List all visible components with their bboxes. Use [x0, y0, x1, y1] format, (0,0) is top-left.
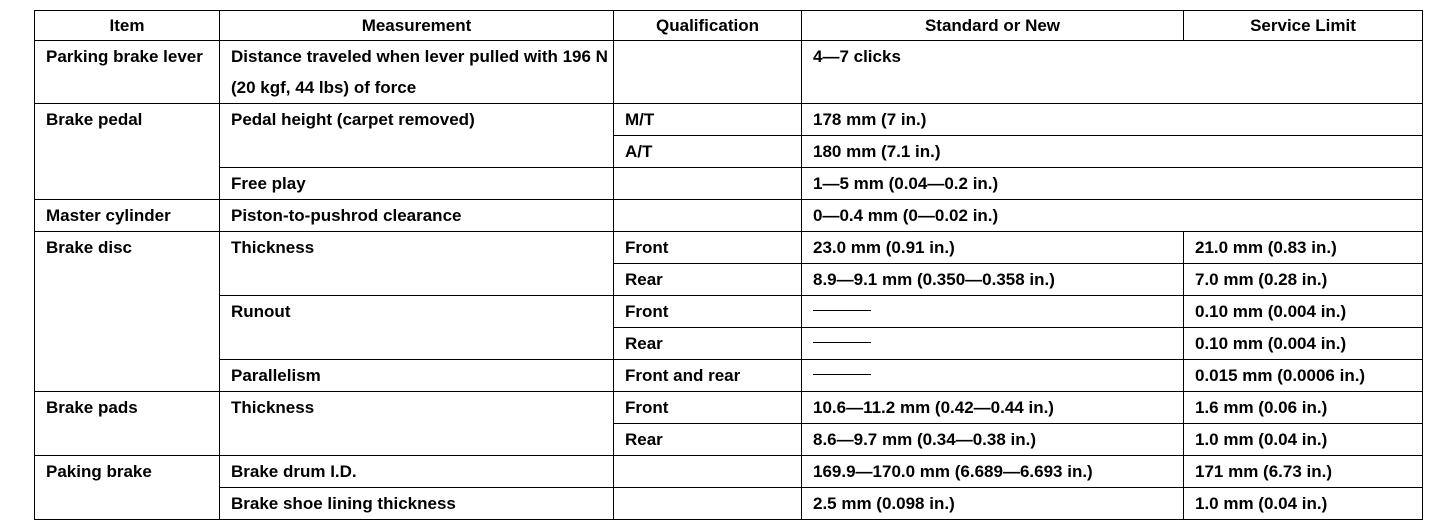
standard-cell [802, 360, 1184, 392]
not-applicable-dash [813, 342, 871, 343]
qualification-cell: Front [614, 296, 802, 328]
header-item: Item [35, 11, 220, 41]
header-service-limit: Service Limit [1184, 11, 1423, 41]
service-limit-cell: 171 mm (6.73 in.) [1184, 456, 1423, 488]
table-row [35, 168, 1423, 200]
table-row [35, 296, 1423, 328]
measurement-cell: Distance traveled when lever pulled with 196 N (20 kgf, 44 lbs) of force [220, 41, 614, 104]
item-cell: Brake pads [35, 392, 220, 456]
header-qualification: Qualification [614, 11, 802, 41]
service-limit-cell: 1.0 mm (0.04 in.) [1184, 424, 1423, 456]
table-row [35, 360, 1423, 392]
qualification-cell [614, 488, 802, 520]
service-limit-cell: 1.6 mm (0.06 in.) [1184, 392, 1423, 424]
header-measurement: Measurement [220, 11, 614, 41]
table-row [35, 392, 1423, 424]
item-cell: Parking brake lever [35, 41, 220, 104]
standard-cell: 2.5 mm (0.098 in.) [802, 488, 1184, 520]
measurement-cell: Brake drum I.D. [220, 456, 614, 488]
qualification-cell: Front and rear [614, 360, 802, 392]
standard-cell: 1—5 mm (0.04—0.2 in.) [802, 168, 1423, 200]
header-standard-or-new: Standard or New [802, 11, 1184, 41]
qualification-cell [614, 200, 802, 232]
standard-cell: 180 mm (7.1 in.) [802, 136, 1423, 168]
qualification-cell: Front [614, 232, 802, 264]
table-row [35, 41, 1423, 104]
qualification-cell [614, 168, 802, 200]
not-applicable-dash [813, 310, 871, 311]
qualification-cell: Front [614, 392, 802, 424]
not-applicable-dash [813, 374, 871, 375]
measurement-cell: Brake shoe lining thickness [220, 488, 614, 520]
standard-cell: 178 mm (7 in.) [802, 104, 1423, 136]
standard-cell: 8.6—9.7 mm (0.34—0.38 in.) [802, 424, 1184, 456]
qualification-cell: Rear [614, 328, 802, 360]
standard-cell: 0—0.4 mm (0—0.02 in.) [802, 200, 1423, 232]
item-cell: Paking brake [35, 456, 220, 520]
header-row [35, 11, 1423, 41]
qualification-cell: A/T [614, 136, 802, 168]
brake-specifications-table [34, 10, 1423, 520]
qualification-cell [614, 41, 802, 104]
standard-cell: 23.0 mm (0.91 in.) [802, 232, 1184, 264]
table-row [35, 488, 1423, 520]
measurement-cell: Thickness [220, 392, 614, 456]
standard-cell: 169.9—170.0 mm (6.689—6.693 in.) [802, 456, 1184, 488]
measurement-cell: Runout [220, 296, 614, 360]
item-cell: Brake disc [35, 232, 220, 392]
item-cell: Brake pedal [35, 104, 220, 200]
measurement-cell: Parallelism [220, 360, 614, 392]
qualification-cell: Rear [614, 264, 802, 296]
measurement-cell: Thickness [220, 232, 614, 296]
table-row [35, 232, 1423, 264]
table-row [35, 200, 1423, 232]
service-limit-cell: 0.015 mm (0.0006 in.) [1184, 360, 1423, 392]
standard-cell: 8.9—9.1 mm (0.350—0.358 in.) [802, 264, 1184, 296]
measurement-cell: Free play [220, 168, 614, 200]
standard-cell: 4—7 clicks [802, 41, 1423, 104]
standard-cell: 10.6—11.2 mm (0.42—0.44 in.) [802, 392, 1184, 424]
measurement-cell: Pedal height (carpet removed) [220, 104, 614, 168]
qualification-cell: M/T [614, 104, 802, 136]
standard-cell [802, 296, 1184, 328]
standard-cell [802, 328, 1184, 360]
service-limit-cell: 21.0 mm (0.83 in.) [1184, 232, 1423, 264]
qualification-cell [614, 456, 802, 488]
service-limit-cell: 0.10 mm (0.004 in.) [1184, 328, 1423, 360]
table-row [35, 456, 1423, 488]
item-cell: Master cylinder [35, 200, 220, 232]
service-limit-cell: 1.0 mm (0.04 in.) [1184, 488, 1423, 520]
service-limit-cell: 0.10 mm (0.004 in.) [1184, 296, 1423, 328]
service-limit-cell: 7.0 mm (0.28 in.) [1184, 264, 1423, 296]
table-row [35, 104, 1423, 136]
qualification-cell: Rear [614, 424, 802, 456]
measurement-cell: Piston-to-pushrod clearance [220, 200, 614, 232]
